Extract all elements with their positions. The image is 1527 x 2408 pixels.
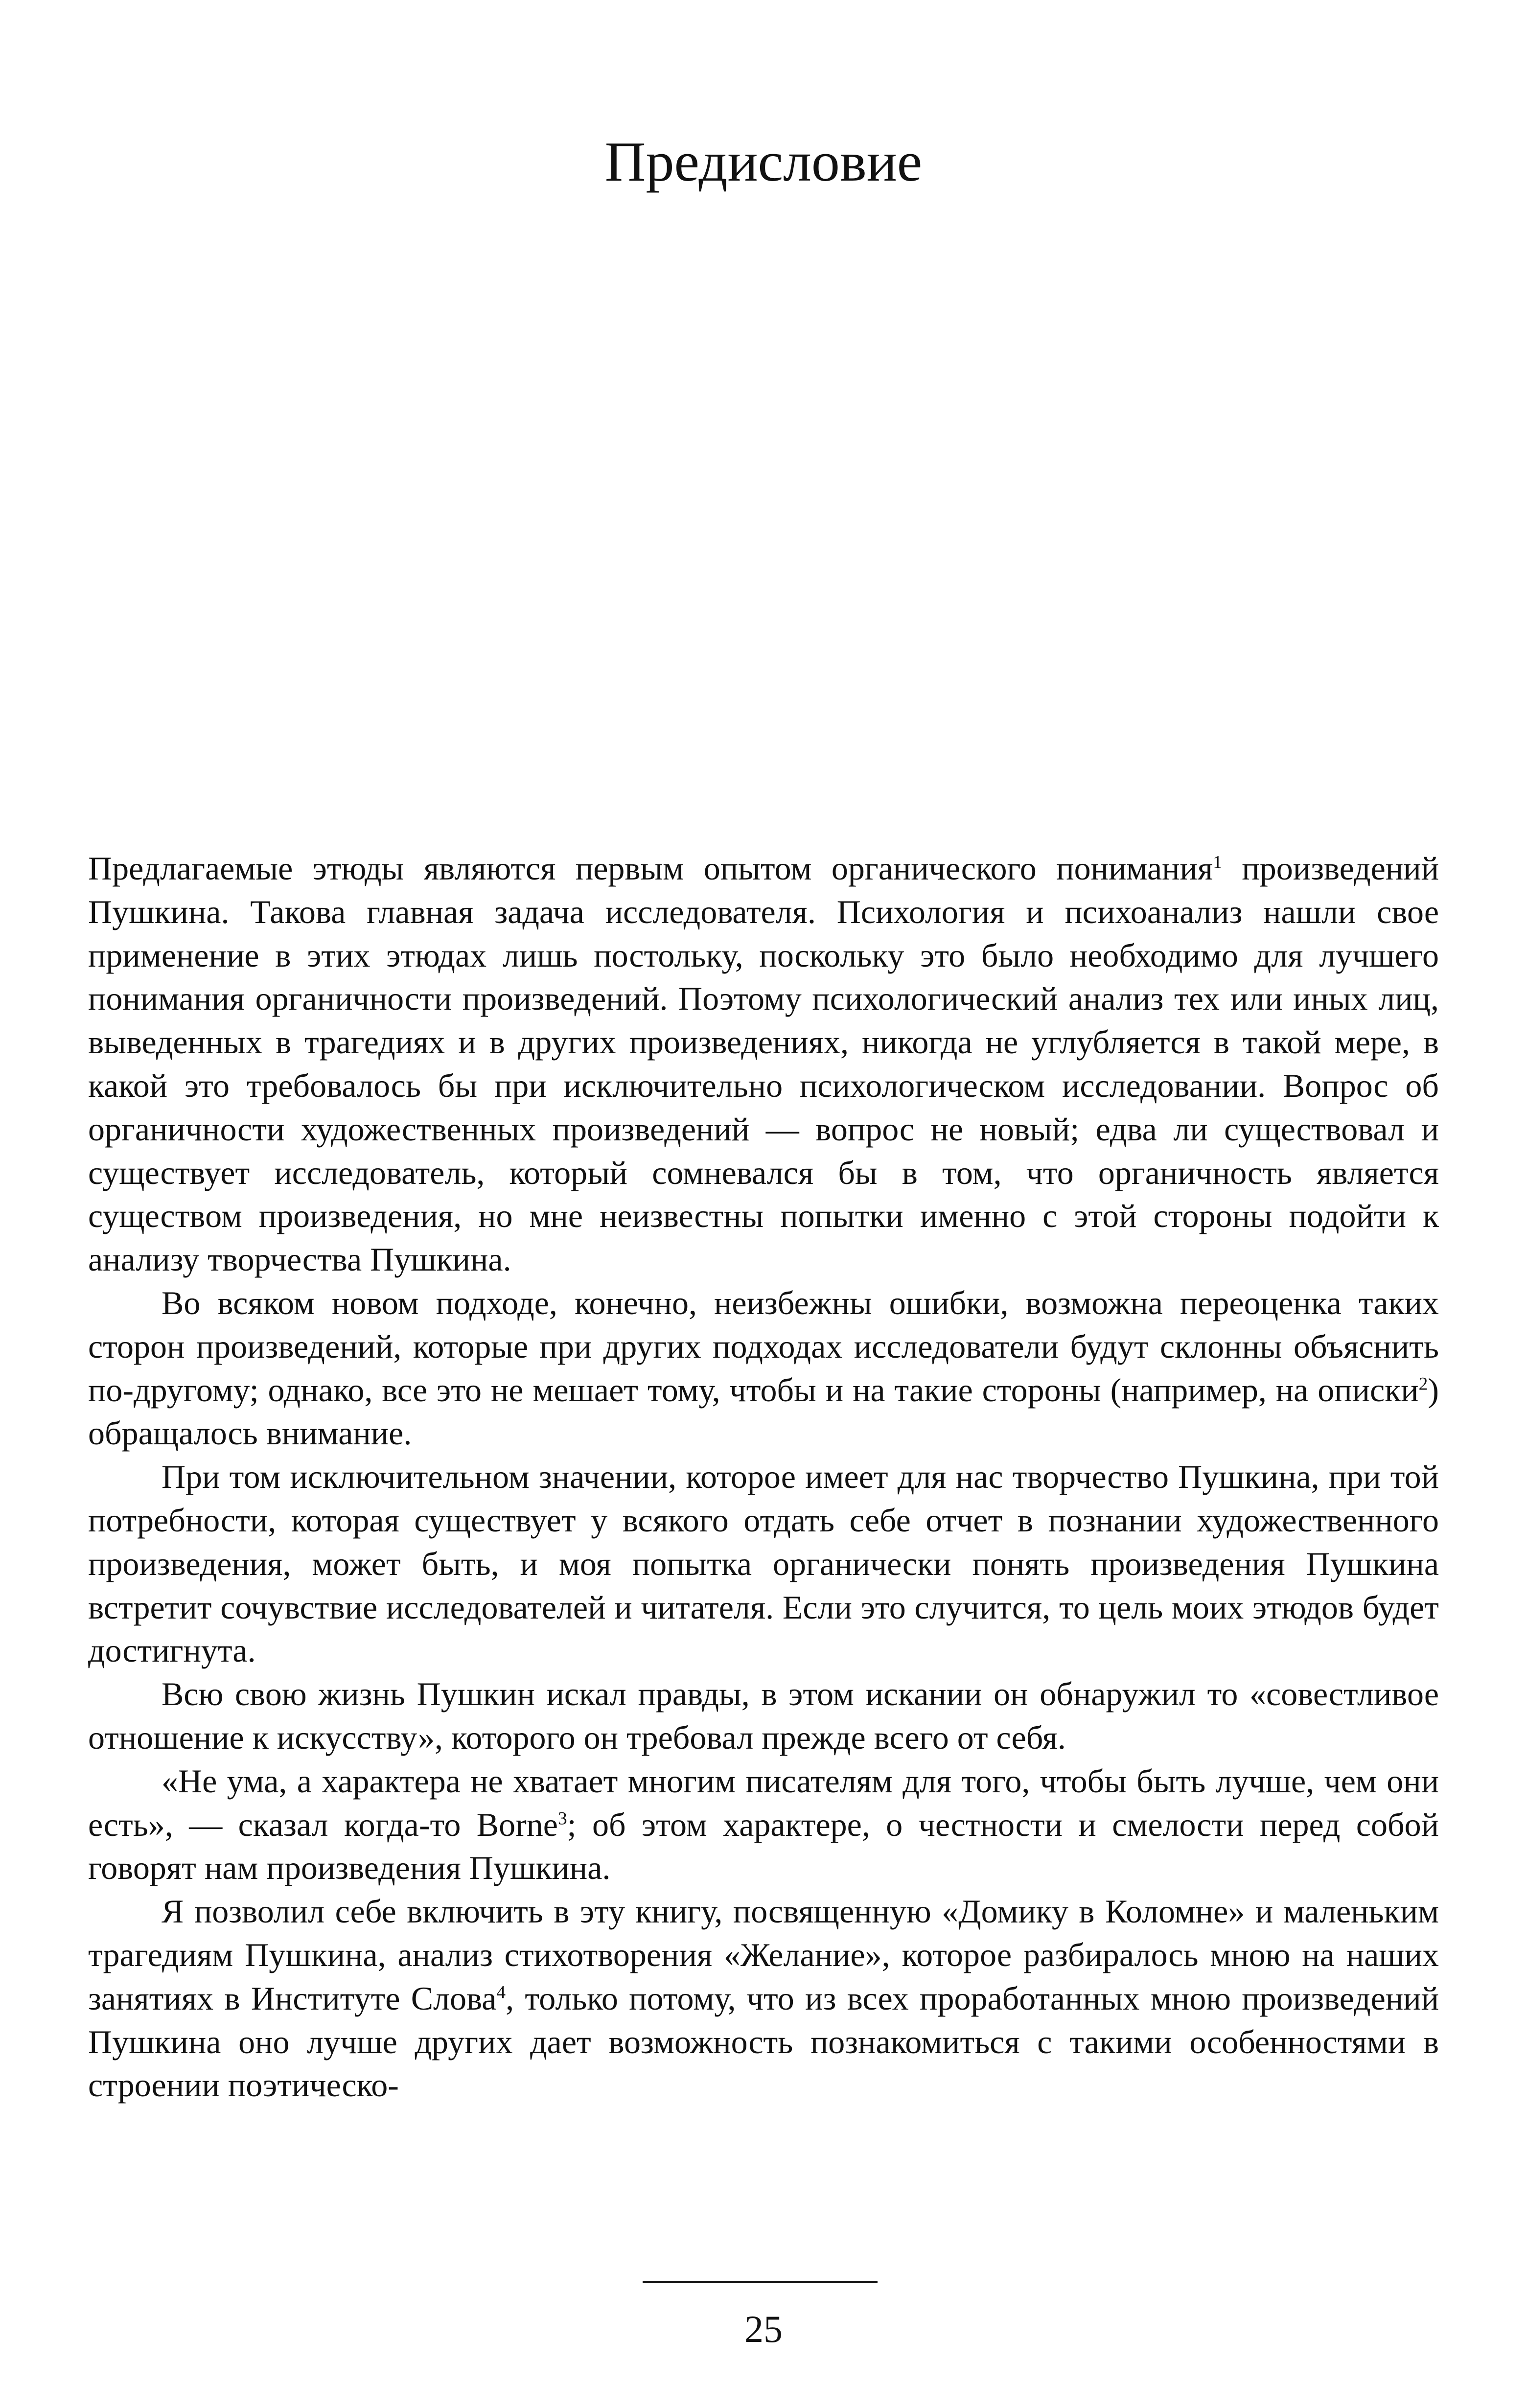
body-text xyxy=(88,847,1439,2107)
paragraph-text: «Не ума, а характера не хватает многим писателям для того, чтобы быть лучше, чем они есть», — сказал когда-то Borne xyxy=(88,1762,1439,1843)
page-title: Предисловие xyxy=(604,131,923,193)
paragraph xyxy=(88,847,1439,1281)
paragraph-text: Я позволил себе включить в эту книгу, посвященную «Домику в Коломне» и маленьким трагедиям Пушкина, анализ стихотворения «Желание», которое разбиралось мною на наших занятиях в Институте Слова xyxy=(88,1893,1439,2017)
footnote-separator-rule xyxy=(643,2281,878,2283)
footnote-marker: 1 xyxy=(1213,852,1222,873)
footnote-marker: 2 xyxy=(1418,1373,1428,1394)
footnote-marker: 4 xyxy=(496,1982,506,2003)
footnote-marker: 3 xyxy=(557,1808,567,1829)
paragraph-text: Предлагаемые этюды являются первым опытом органического понимания xyxy=(88,850,1213,887)
paragraph-text: произведений Пушкина. Такова главная задача исследователя. Психология и психоанализ нашли свое применение в этих этюдах лишь постольку, поскольку это было необходимо для лучшего понимания органичности произведений. Поэтому психологический анализ тех или иных лиц, выведенных в трагедиях и в других произведениях, никогда не углубляется в такой мере, в какой это требовалось бы при исключительно психологическом исследовании. Вопрос об органичности художественных произведений — вопрос не новый; едва ли существовал и существует исследователь, который сомневался бы в том, что органичность является существом произведения, но мне неизвестны попытки именно с этой стороны подойти к анализу творчества Пушкина. xyxy=(88,850,1439,1278)
paragraph-text: Всю свою жизнь Пушкин искал правды, в этом искании он обнаружил то «совестливое отношение к искусству», которого он требовал прежде всего от себя. xyxy=(88,1675,1439,1756)
paragraph-text: Во всяком новом подходе, конечно, неизбежны ошибки, возможна переоценка таких сторон произведений, которые при других подходах исследователи будут склонны объяснить по-другому; однако, все это не мешает тому, чтобы и на такие стороны (например, на описки xyxy=(88,1284,1439,1409)
page-number: 25 xyxy=(744,2308,783,2350)
paragraph-text: ; об этом характере, о честности и смелости перед собой говорят нам произведения Пушкина. xyxy=(88,1806,1439,1887)
paragraph xyxy=(88,1890,1439,2107)
paragraph-text: ) обращалось внимание. xyxy=(88,1371,1439,1452)
paragraph xyxy=(88,1760,1439,1890)
paragraph xyxy=(88,1672,1439,1760)
paragraph-text: При том исключительном значении, которое имеет для нас творчество Пушкина, при той потребности, которая существует у всякого отдать себе отчет в познании художественного произведения, может быть, и моя попытка органически понять произведения Пушкина встретит сочувствие исследователей и читателя. Если это случится, то цель моих этюдов будет достигнута. xyxy=(88,1458,1439,1669)
paragraph xyxy=(88,1455,1439,1672)
paragraph-text: , только потому, что из всех проработанных мною произведений Пушкина оно лучше других дает возможность познакомиться с такими особенностями в строении поэтическо- xyxy=(88,1979,1439,2104)
paragraph xyxy=(88,1281,1439,1455)
